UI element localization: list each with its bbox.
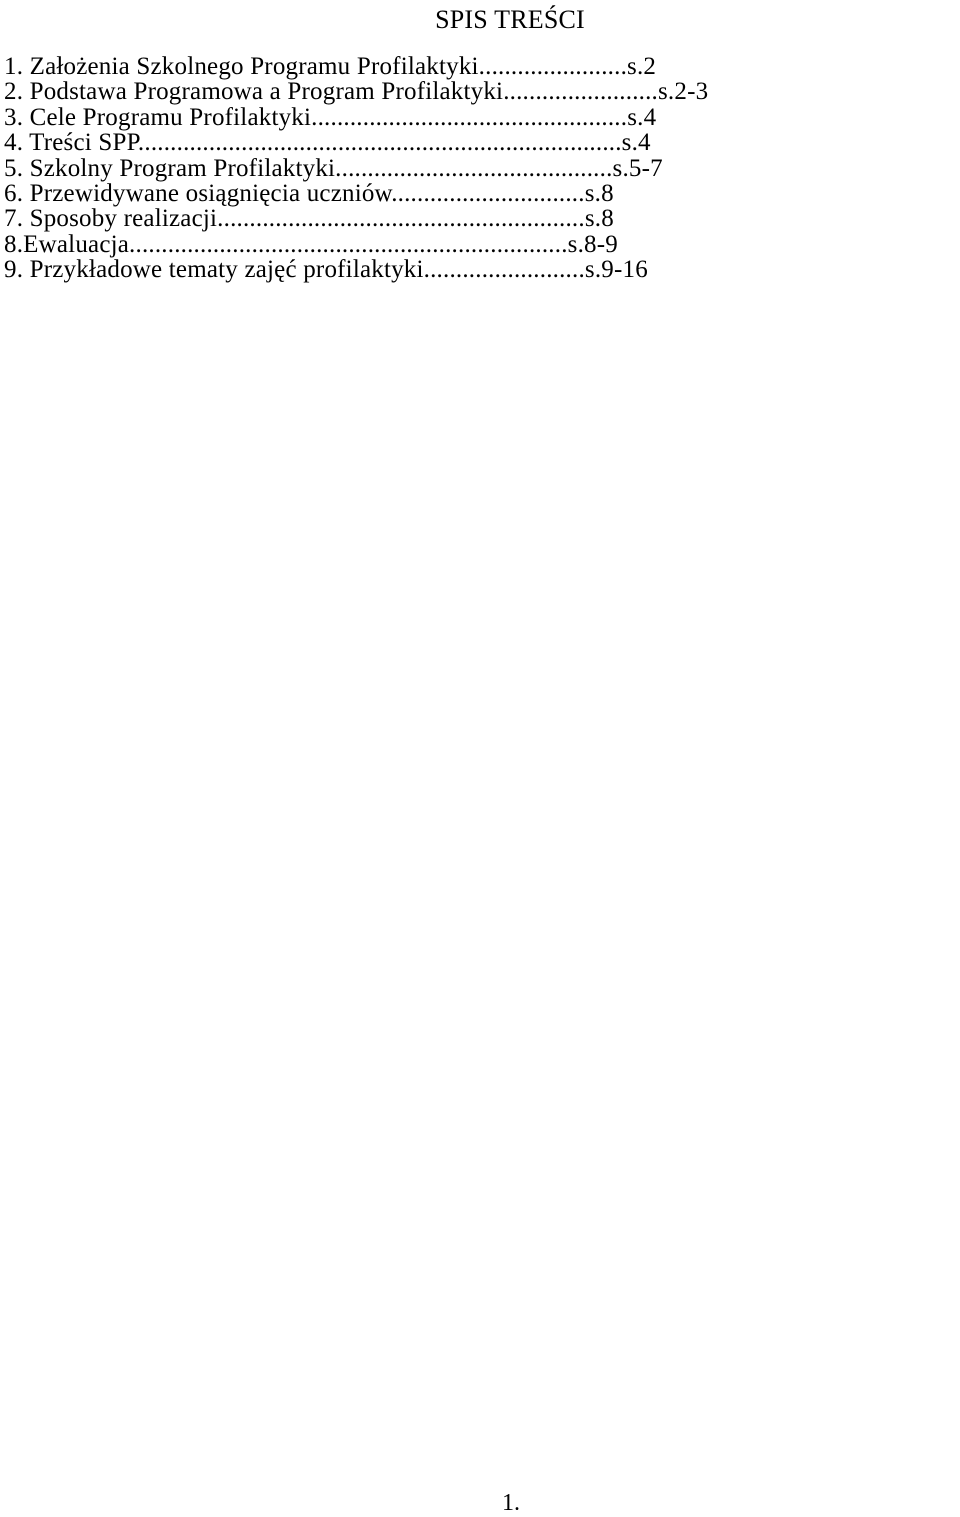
toc-entry-1: 1. Założenia Szkolnego Programu Profilaktyki.......................s.2 <box>4 53 657 80</box>
toc-entry-9: 9. Przykładowe tematy zajęć profilaktyki.........................s.9-16 <box>4 256 648 284</box>
toc-entry-2: 2. Podstawa Programowa a Program Profilaktyki........................s.2-3 <box>4 78 709 106</box>
page-number: 1. <box>502 1490 520 1516</box>
toc-entry-4: 4. Treści SPP...........................................................................s.4 <box>4 129 651 157</box>
toc-title: SPIS TREŚCI <box>435 5 585 34</box>
toc-entry-5: 5. Szkolny Program Profilaktyki...........................................s.5-7 <box>4 154 663 182</box>
toc-entry-7: 7. Sposoby realizacji.........................................................s.8 <box>4 205 614 233</box>
toc-entry-3: 3. Cele Programu Profilaktyki.................................................s.4 <box>4 103 657 131</box>
toc-entry-6: 6. Przewidywane osiągnięcia uczniów..............................s.8 <box>4 180 614 208</box>
toc-list <box>4 54 708 283</box>
toc-entry-8: 8.Ewaluacja....................................................................s.8-9 <box>4 230 618 258</box>
